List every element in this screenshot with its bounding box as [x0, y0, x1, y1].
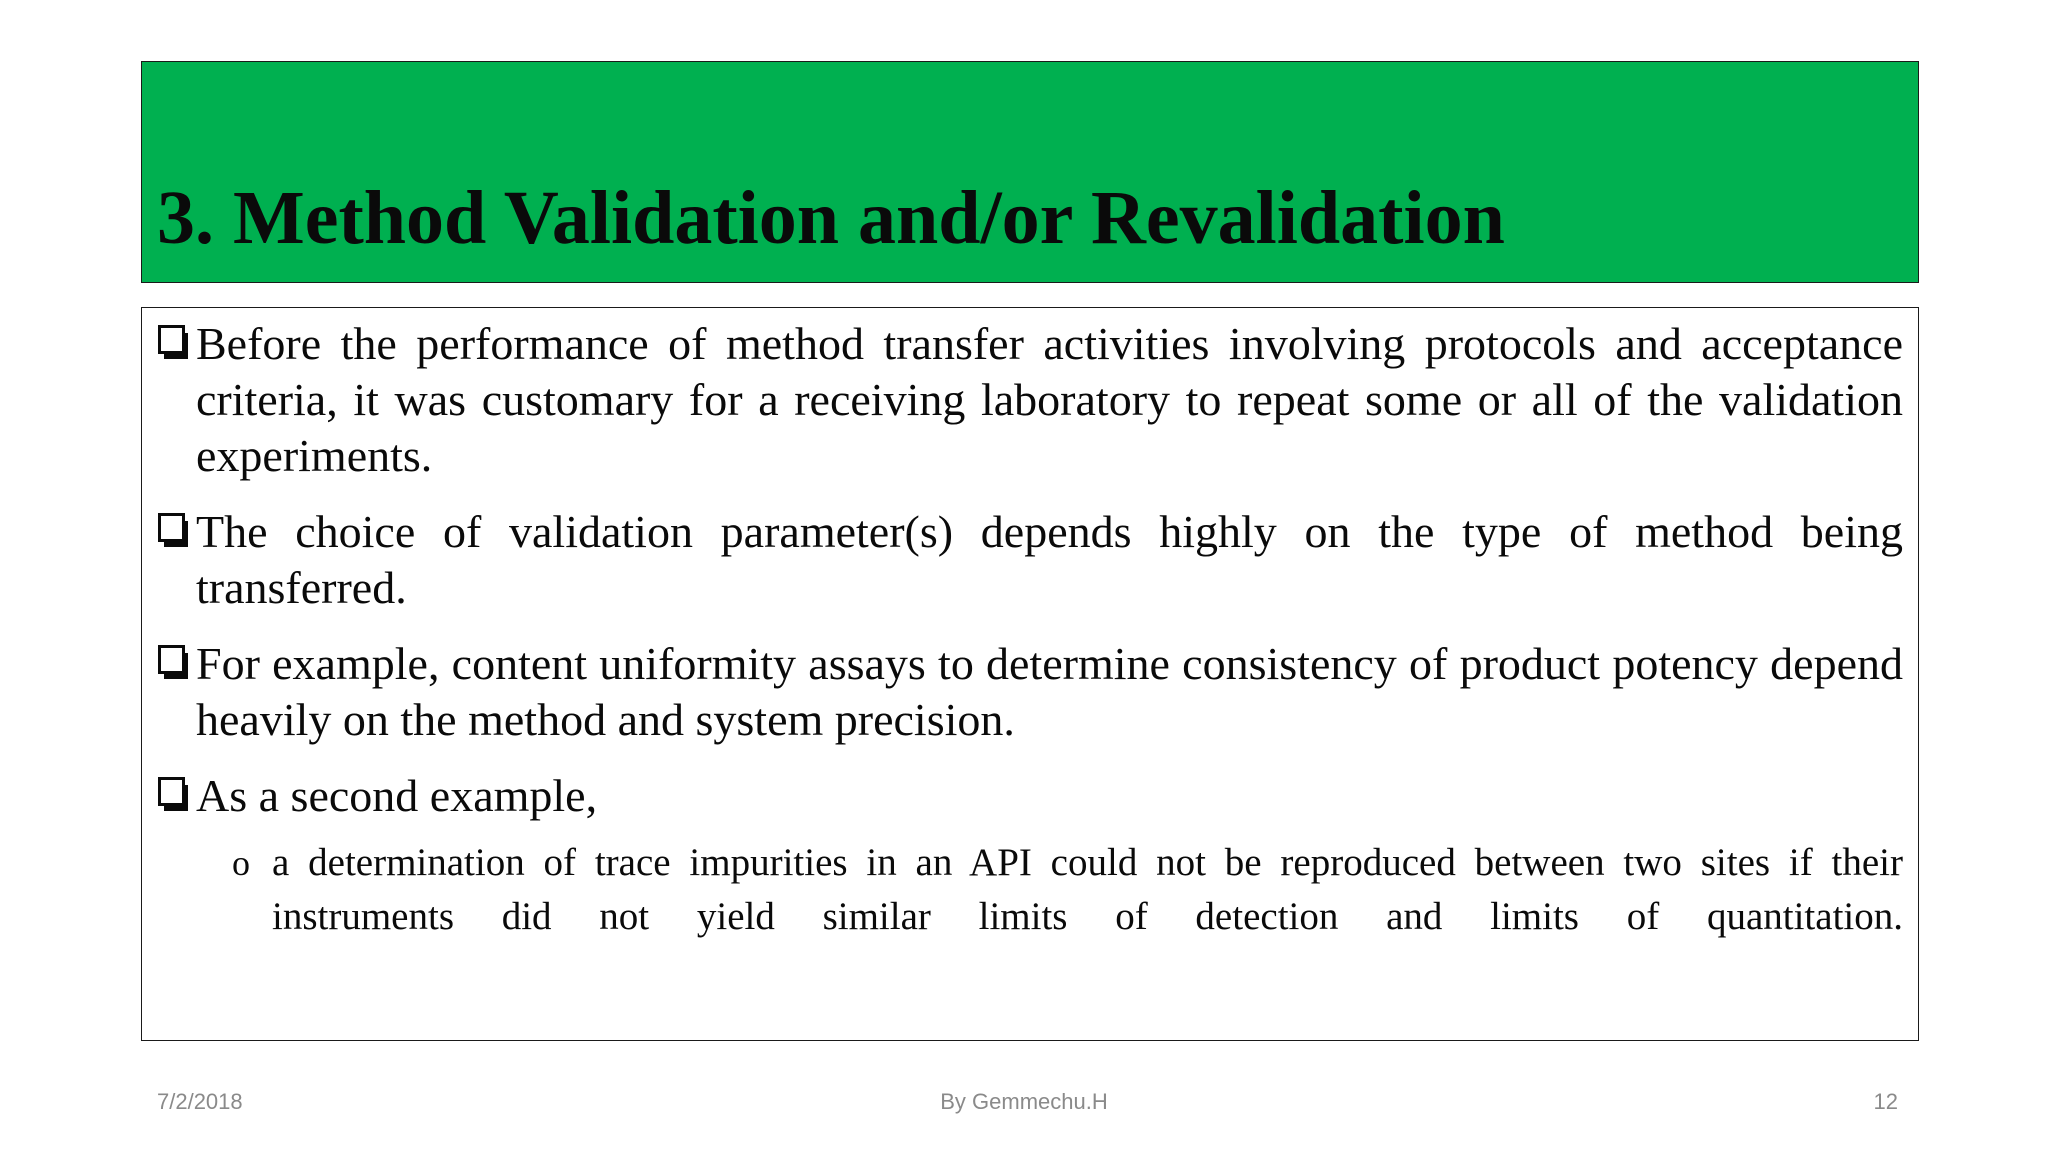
bullet-text: For example, content uniformity assays to determine consistency of product potency depend heavily on the method and system precision.: [196, 638, 1903, 745]
hollow-square-bullet-icon: [158, 645, 189, 680]
hollow-square-bullet-icon: [158, 777, 189, 812]
bullet-text: The choice of validation parameter(s) depends highly on the type of method being transferred.: [196, 506, 1903, 613]
hollow-square-bullet-icon: [158, 325, 189, 360]
bullet-item: [158, 316, 1903, 484]
bullet-item: [158, 504, 1903, 616]
sub-bullet-item: [158, 836, 1903, 944]
slide-title: 3. Method Validation and/or Revalidation: [157, 176, 1505, 260]
title-banner: [141, 61, 1919, 283]
footer-author: By Gemmechu.H: [940, 1089, 1108, 1114]
circle-bullet-icon: o: [232, 843, 250, 883]
bullet-text: Before the performance of method transfer activities involving protocols and acceptance criteria, it was customary for a receiving laboratory to repeat some or all of the validation experiments.: [196, 318, 1903, 481]
hollow-square-bullet-icon: [158, 513, 189, 548]
footer-date: 7/2/2018: [157, 1089, 243, 1114]
bullet-item: [158, 768, 1903, 824]
footer-page-number: 12: [1873, 1089, 1898, 1114]
bullet-item: [158, 636, 1903, 748]
content-box: [141, 307, 1919, 1041]
sub-bullet-text: a determination of trace impurities in an API could not be reproduced between two sites if their instruments did not yield similar limits of detection and limits of quantitation.: [272, 841, 1903, 938]
bullet-text: As a second example,: [196, 770, 598, 821]
